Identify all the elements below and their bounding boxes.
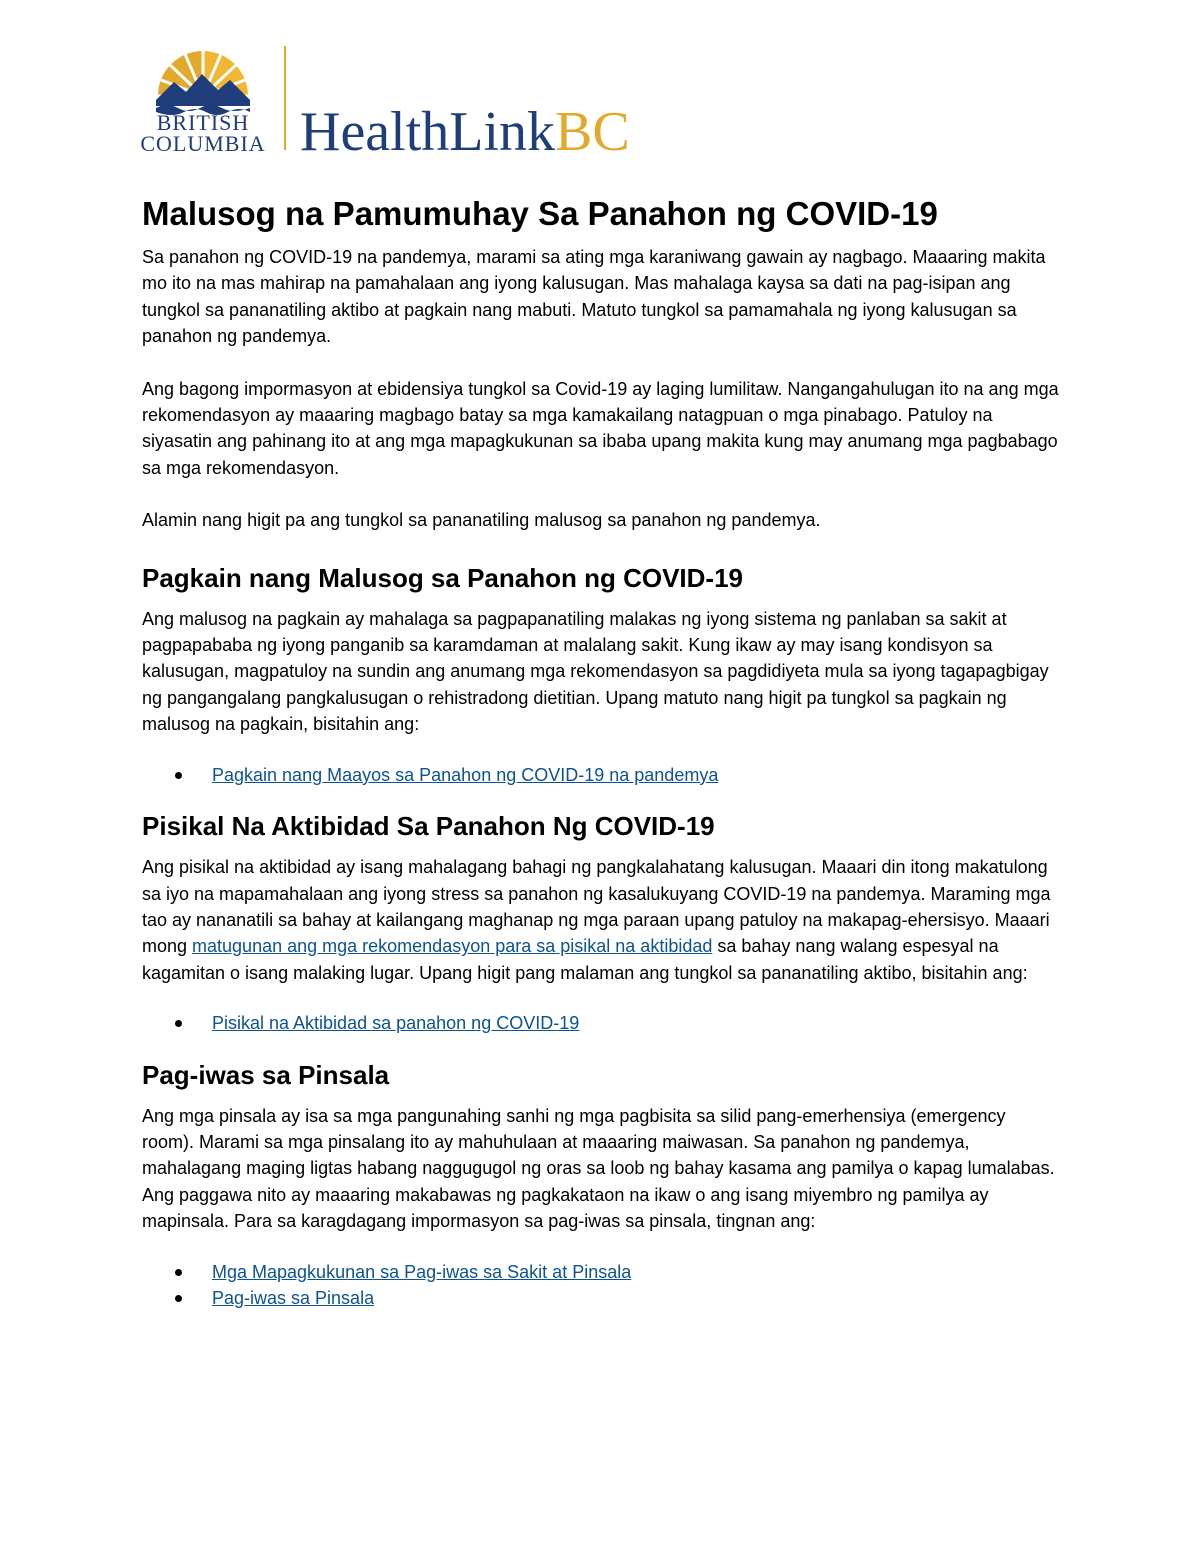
list-item (142, 1010, 1062, 1036)
intro-paragraph-1: Sa panahon ng COVID-19 na pandemya, marami sa ating mga karaniwang gawain ay nagbago. Maaaring makita mo ito na mas mahirap na pamahalaan ang iyong kalusugan. Mas mahalaga kaysa sa dati na pag-isipan ang tungkol sa pananatiling aktibo at pagkain nang mabuti. Matuto tungkol sa pamamahala ng iyong kalusugan sa panahon ng pandemya. (142, 247, 1046, 347)
intro-paragraph-2: Ang bagong impormasyon at ebidensiya tungkol sa Covid-19 ay laging lumilitaw. Nangangahulugan ito na ang mga rekomendasyon ay maaaring magbago batay sa mga kamakailang natagpuan o mga pinabago. Patuloy na siyasatin ang pahinang ito at ang mga mapagkukunan sa ibaba upang makita kung may anumang mga pagbabago sa mga rekomendasyon. (142, 378, 1059, 478)
injury-heading: Pag-iwas sa Pinsala (142, 1059, 390, 1090)
activity-text-after: sa bahay nang walang espesyal na kagamitan o isang malaking lugar. Upang higit pang malaman ang tungkol sa pananatiling aktibo, bisitahin ang: (142, 936, 1028, 983)
list-item (142, 1285, 1062, 1311)
logo-brand (300, 101, 630, 163)
activity-text-before: Ang pisikal na aktibidad ay isang mahalagang bahagi ng pangkalahatang kalusugan. Maaari din itong makatulong sa iyo na mapamahalaan ang iyong stress sa panahon ng kasalukuyang COVID-19 na pandemya. Maraming mga tao ay nananatili sa bahay at kailangang maghanap ng mga paraan upang patuloy na makapag-ehersisyo. Maaari mong (142, 857, 1051, 957)
prevention-resources-link[interactable]: Mga Mapagkukunan sa Pag-iwas sa Sakit at Pinsala (212, 1261, 632, 1282)
list-item (142, 762, 1062, 788)
activity-recommendations-link[interactable]: matugunan ang mga rekomendasyon para sa pisikal na aktibidad (192, 936, 713, 957)
logo-brand-bc: BC (555, 101, 630, 163)
eating-paragraph: Ang malusog na pagkain ay mahalaga sa pagpapanatiling malakas ng iyong sistema ng panlaban sa sakit at pagpapababa ng iyong panganib sa karamdaman at malalang sakit. Kung ikaw ay may isang kondisyon sa kalusugan, magpatuloy na sundin ang anumang mga rekomendasyon sa pagdidiyeta mula sa iyong tagapagbigay ng pangangalang pangkalusugan o rehistradong dietitian. Upang matuto nang higit pa tungkol sa pagkain ng malusog na pagkain, bisitahin ang: (142, 608, 1049, 735)
physical-activity-link[interactable]: Pisikal na Aktibidad sa panahon ng COVID-19 (212, 1013, 580, 1034)
eating-links-list (142, 762, 1062, 788)
healthlinkbc-logo (130, 38, 640, 186)
injury-paragraph: Ang mga pinsala ay isa sa mga pangunahing sanhi ng mga pagbisita sa silid pang-emerhensiya (emergency room). Marami sa mga pinsalang ito ay mahuhulaan at maaaring maiwasan. Sa panahon ng pandemya, mahalagang maging ligtas habang naggugugol ng oras sa loob ng bahay kasama ang pamilya o kapag lumalabas. Ang paggawa nito ay maaaring makabawas ng pagkakataon na ikaw o ang isang miyembro ng pamilya ay mapinsala. Para sa karagdagang impormasyon sa pag-iwas sa pinsala, tingnan ang: (142, 1105, 1055, 1232)
activity-links-list (142, 1010, 1062, 1036)
injury-prevention-link[interactable]: Pag-iwas sa Pinsala (212, 1287, 375, 1308)
activity-heading: Pisikal Na Aktibidad Sa Panahon Ng COVID-19 (142, 811, 715, 842)
logo-province-line2: COLUMBIA (140, 131, 266, 156)
list-item (142, 1259, 1062, 1285)
eating-heading: Pagkain nang Malusog sa Panahon ng COVID-19 (142, 562, 743, 593)
intro-paragraph-3: Alamin nang higit pa ang tungkol sa pananatiling malusog sa panahon ng pandemya. (142, 510, 821, 531)
eating-well-link[interactable]: Pagkain nang Maayos sa Panahon ng COVID-19 na pandemya (212, 764, 719, 785)
page-title: Malusog na Pamumuhay Sa Panahon ng COVID-19 (142, 195, 938, 232)
document-body (142, 192, 1062, 1329)
logo-brand-healthlink: HealthLink (300, 101, 556, 163)
activity-paragraph (142, 854, 1062, 986)
injury-links-list (142, 1259, 1062, 1312)
logo-province-line1: BRITISH (156, 110, 250, 135)
